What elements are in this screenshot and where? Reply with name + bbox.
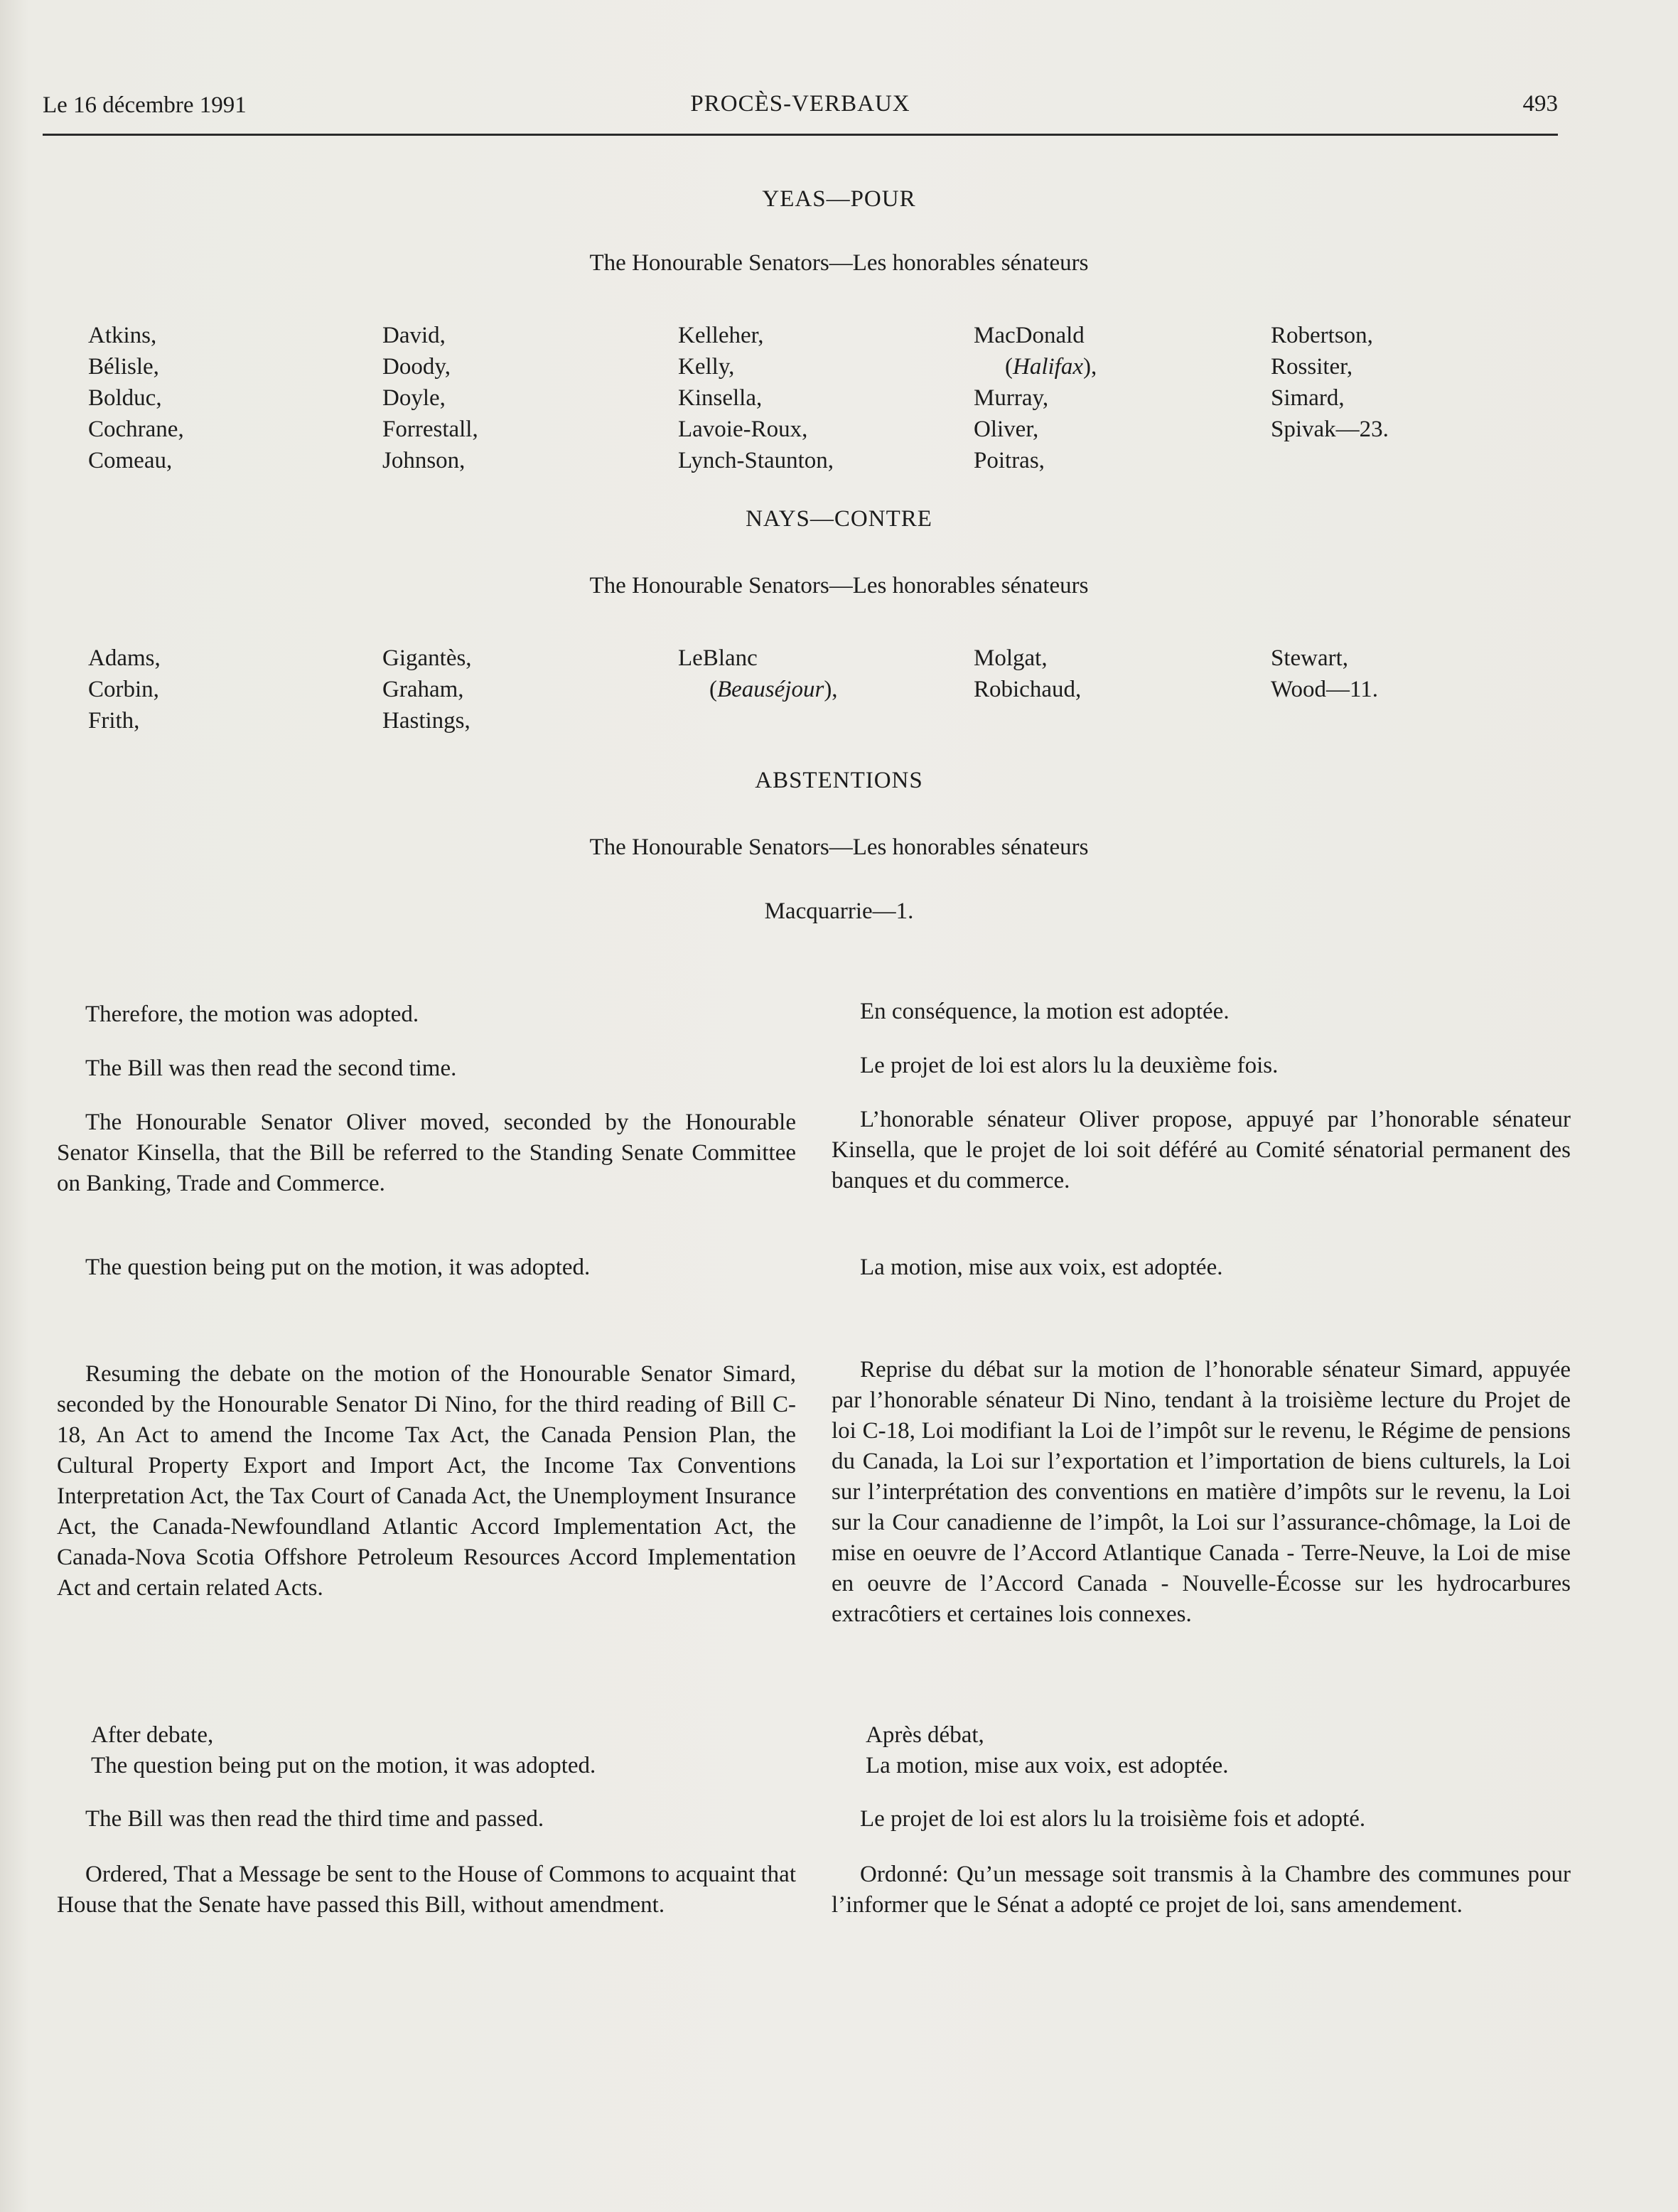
fr-question-put: La motion, mise aux voix, est adoptée. [860,1255,1223,1280]
senator-name: Doyle, [382,385,446,411]
fr-ordered-message: Ordonné: Qu’un message soit transmis à la Chambre des communes pour l’informer que le Sénat a adopté ce projet de loi, sans amendement. [832,1862,1571,1918]
senator-name: Forrestall, [382,417,478,442]
senator-name: David, [382,323,446,348]
senator-riding: (Beauséjour), [709,677,838,702]
en-resuming-debate: Resuming the debate on the motion of the Honourable Senator Simard, seconded by the Honourable Senator Di Nino, for the third reading of Bill C-18, An Act to amend the Income Tax Act, the Canada Pension Plan, the Cultural Property Export and Import Act, the Income Tax Conventions Interpretation Act, the Tax Court of Canada Act, the Unemployment Insurance Act, the Canada-Newfoundland Atlantic Accord Implementation Act, the Canada-Nova Scotia Offshore Petroleum Resources Accord Implementation Act and certain related Acts. [57,1361,796,1601]
yeas-subheading: The Honourable Senators—Les honorables sénateurs [589,250,1089,276]
en-motion-adopted: Therefore, the motion was adopted. [85,1002,419,1027]
senator-name: Robertson, [1271,323,1373,348]
abstentions-subheading: The Honourable Senators—Les honorables sénateurs [589,834,1089,860]
abstentions-names: Macquarrie—1. [764,898,914,924]
senator-name: Graham, [382,677,464,702]
senator-name: Adams, [88,645,161,671]
senator-name: Comeau, [88,448,173,473]
en-question-put-2: The question being put on the motion, it was adopted. [91,1753,596,1778]
senator-name: Johnson, [382,448,466,473]
nays-column [382,643,472,736]
page-number: 493 [1522,91,1558,117]
senator-name: Atkins, [88,323,157,348]
fr-third-reading: Le projet de loi est alors lu la troisième fois et adopté. [860,1806,1366,1832]
senator-name: Lynch-Staunton, [678,448,834,473]
en-ordered-message: Ordered, That a Message be sent to the House of Commons to acquaint that House that the Senate have passed this Bill, without amendment. [57,1862,796,1918]
nays-column [1271,643,1378,705]
en-referral-motion: The Honourable Senator Oliver moved, seconded by the Honourable Senator Kinsella, that the Bill be referred to the Standing Senate Committee on Banking, Trade and Commerce. [57,1110,796,1196]
senator-name: Kelleher, [678,323,764,348]
yeas-column [1271,320,1389,445]
senator-name: Gigantès, [382,645,472,671]
senator-name: Rossiter, [1271,354,1353,380]
fr-question-put-2: La motion, mise aux voix, est adoptée. [866,1753,1229,1778]
running-header [43,88,1558,136]
nays-subheading: The Honourable Senators—Les honorables sénateurs [589,573,1089,598]
abstentions-heading: ABSTENTIONS [755,768,923,793]
header-title: PROCÈS-VERBAUX [690,91,910,117]
yeas-column [974,320,1097,476]
senator-name: Simard, [1271,385,1345,411]
senator-name: Kelly, [678,354,735,380]
yeas-heading: YEAS—POUR [762,186,916,212]
senator-name: Robichaud, [974,677,1082,702]
fr-resuming-debate: Reprise du débat sur la motion de l’honorable sénateur Simard, appuyée par l’honorable sénateur Di Nino, tendant à la troisième lecture du Projet de loi C-18, Loi modifiant la Loi de l’impôt sur le revenu, le Régime de pensions du Canada, la Loi sur l’exportation et l’importation de biens culturels, la Loi sur l’interprétation des conventions en matière d’impôts sur le revenu, la Loi sur la Cour canadienne de l’impôt, la Loi sur l’assurance-chômage, la Loi de mise en oeuvre de l’Accord Atlantique Canada - Terre-Neuve, la Loi de mise en oeuvre de l’Accord Canada - Nouvelle-Écosse sur les hydrocarbures extracôtiers et certaines lois connexes. [832,1357,1571,1627]
nays-column [974,643,1081,705]
senator-name: MacDonald [974,323,1085,348]
senator-name: Stewart, [1271,645,1349,671]
senator-name: Kinsella, [678,385,763,411]
en-after-debate [57,1720,796,1781]
fr-after-debate-line: Après débat, [866,1722,984,1748]
yeas-column [678,320,834,476]
nays-heading: NAYS—CONTRE [746,506,932,532]
yeas-column [88,320,184,476]
en-question-put: The question being put on the motion, it was adopted. [85,1255,591,1280]
senator-name: Bolduc, [88,385,162,411]
senator-name: Corbin, [88,677,159,702]
senator-name-total: Wood—11. [1271,677,1379,702]
en-third-reading: The Bill was then read the third time and passed. [85,1806,544,1832]
senator-name: Murray, [974,385,1049,411]
fr-motion-adopted: En conséquence, la motion est adoptée. [860,999,1230,1024]
fr-second-reading: Le projet de loi est alors lu la deuxième fois. [860,1053,1279,1078]
senator-name: Hastings, [382,708,470,734]
en-after-debate-line: After debate, [91,1722,214,1748]
senator-name: Lavoie-Roux, [678,417,808,442]
header-date: Le 16 décembre 1991 [43,92,247,118]
nays-column [88,643,161,736]
yeas-column [382,320,478,476]
senator-name: LeBlanc [678,645,758,671]
senator-name: Doody, [382,354,451,380]
senator-name-total: Spivak—23. [1271,417,1389,442]
fr-after-debate [832,1720,1571,1781]
en-second-reading: The Bill was then read the second time. [85,1056,457,1081]
nays-column [678,643,838,705]
senator-name: Cochrane, [88,417,184,442]
fr-referral-motion: L’honorable sénateur Oliver propose, appuyé par l’honorable sénateur Kinsella, que le projet de loi soit déféré au Comité sénatorial permanent des banques et du commerce. [832,1107,1571,1193]
senator-riding: (Halifax), [1005,354,1097,380]
senator-name: Poitras, [974,448,1045,473]
senator-name: Molgat, [974,645,1048,671]
senator-name: Bélisle, [88,354,159,380]
senator-name: Frith, [88,708,140,734]
senator-name: Oliver, [974,417,1039,442]
